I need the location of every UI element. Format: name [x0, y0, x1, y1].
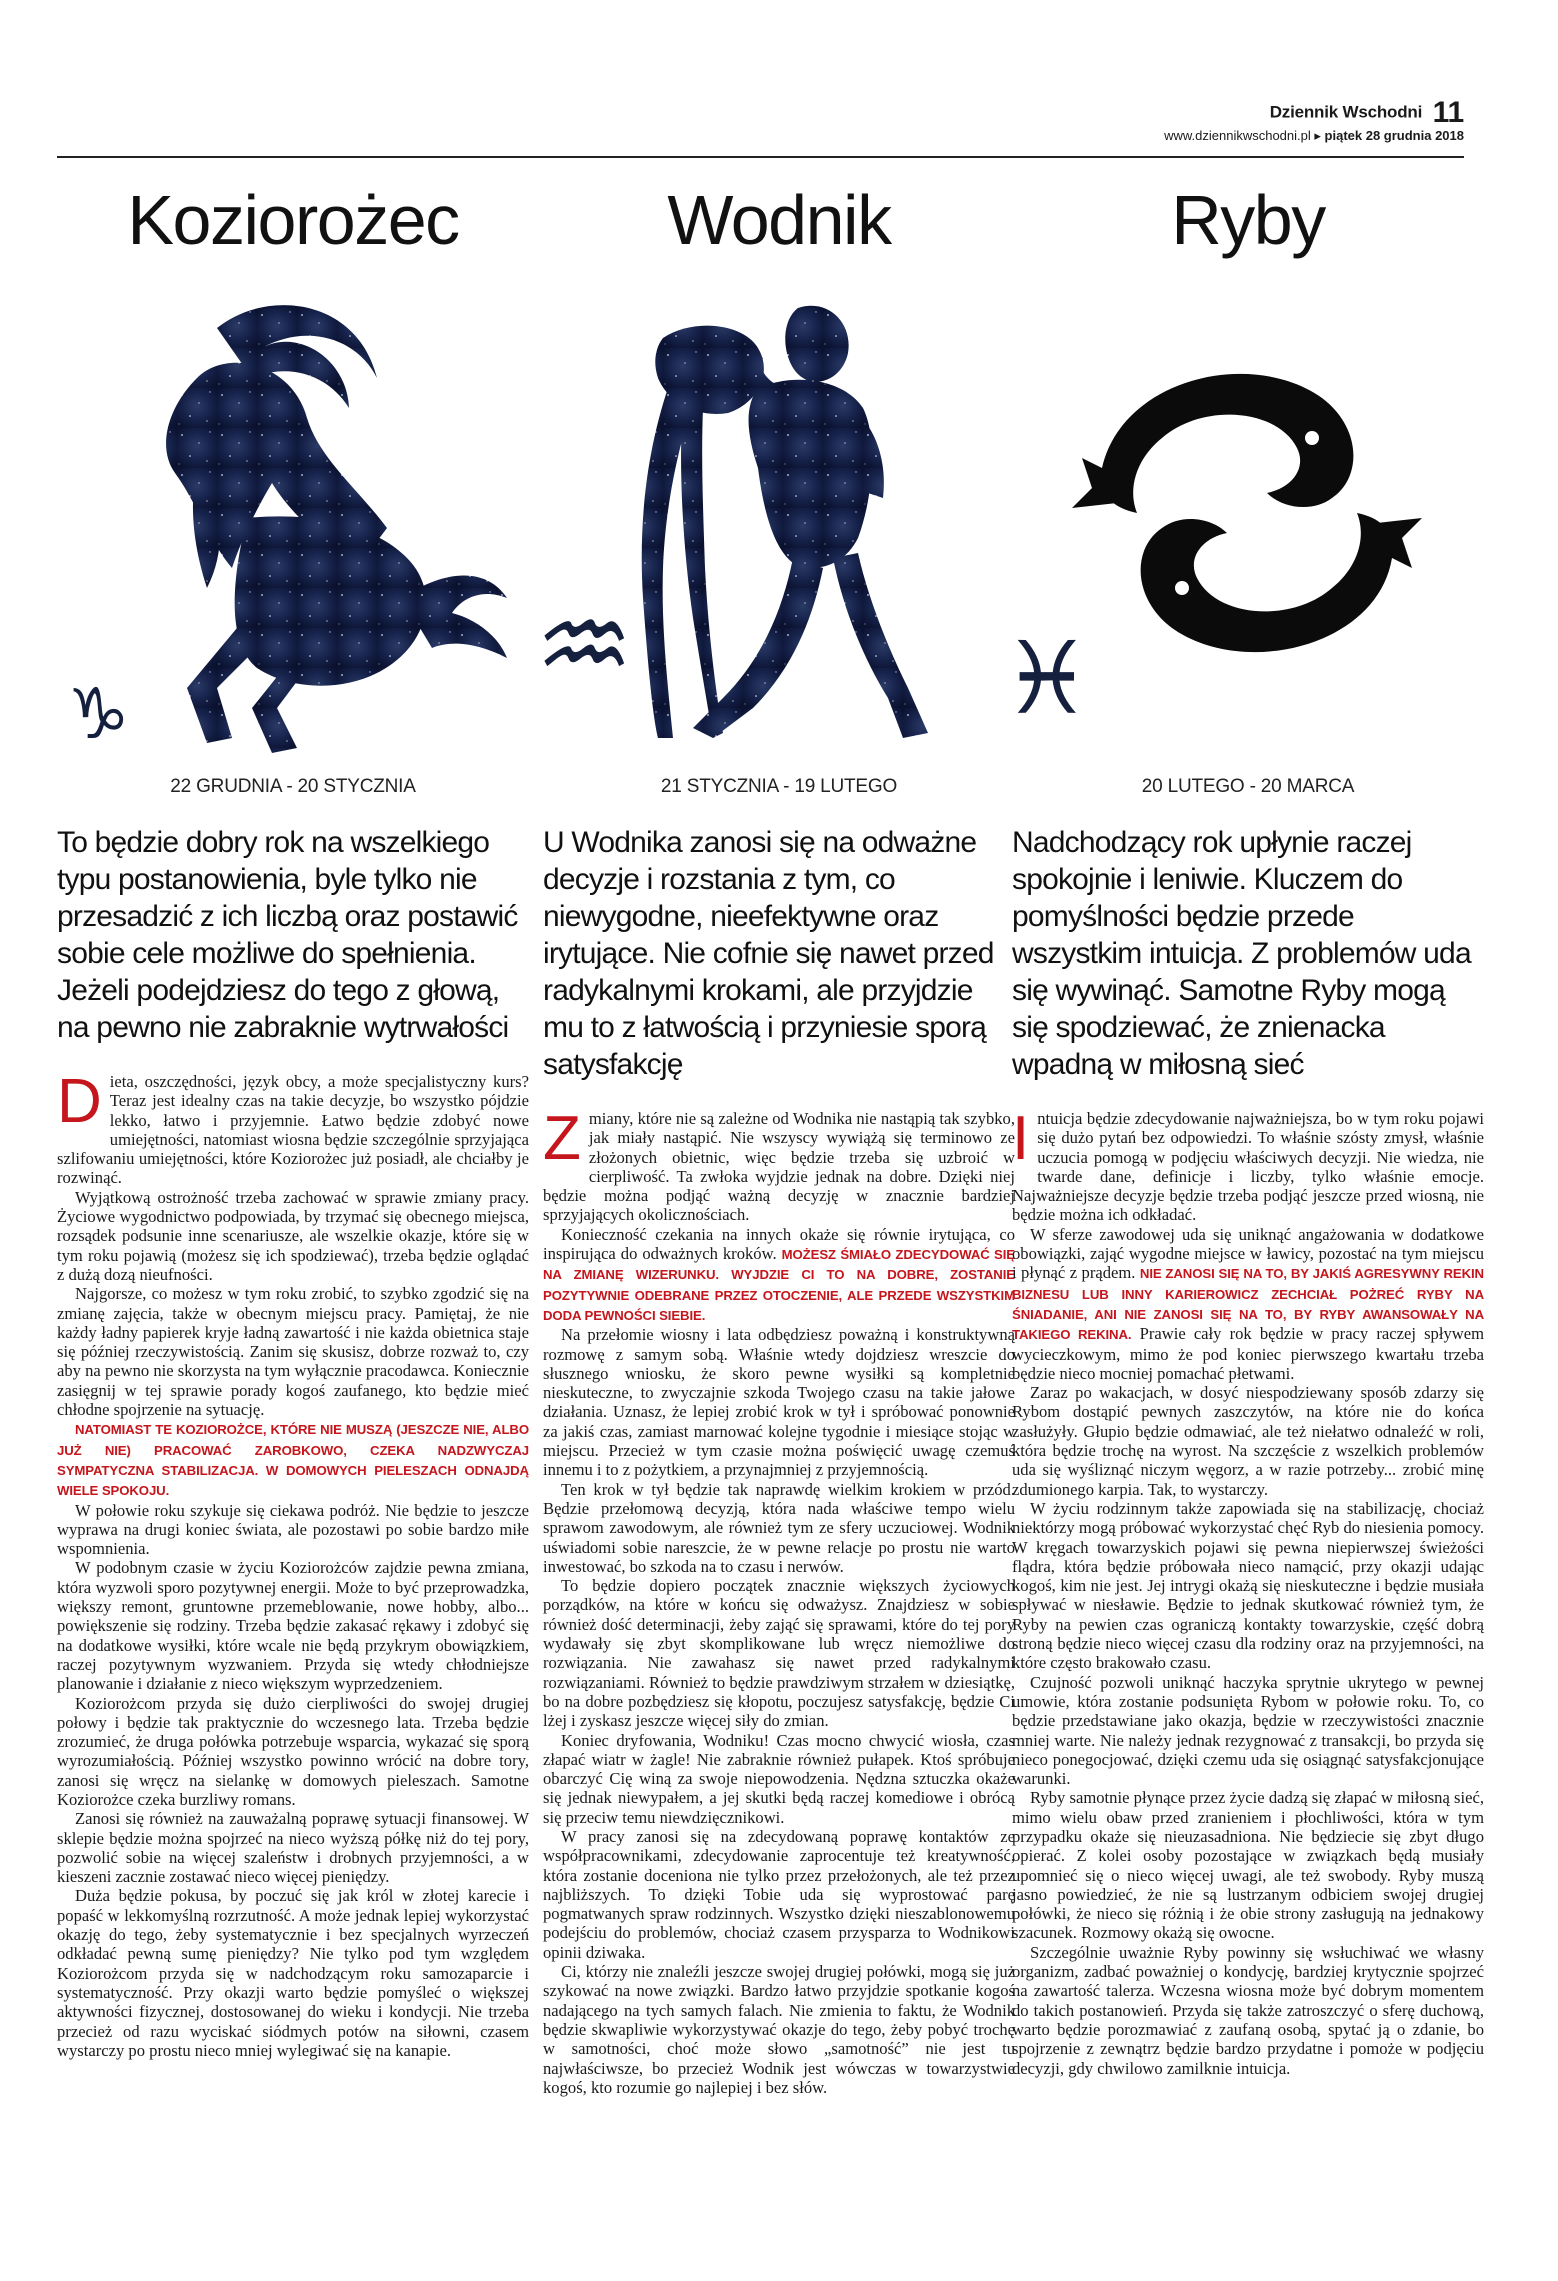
sign-dates: 20 LUTEGO - 20 MARCA — [1141, 776, 1355, 797]
paragraph: Konieczność czekania na innych okaże się równie irytująca, co inspirująca do odważnych kroków. MOŻESZ ŚMIAŁO ZDECYDOWAĆ SIĘ NA ZMIANĘ WIZERUNKU. WYJDZIE CI TO NA DOBRE, ZOSTANIE POZYTYWNIE ODEBRANE PRZEZ OTOCZENIE, ALE PRZEDE WSZYSTKIM DODA PEWNOŚCI SIEBIE. — [543, 1224, 1016, 1323]
paper-name: Dziennik Wschodni — [1269, 102, 1423, 122]
paragraph: Na przełomie wiosny i lata odbędziesz poważną i konstruktywną rozmowę z samym sobą. Właśnie wtedy dojdziesz wreszcie do słusznego wniosku, że skoro pewne wysiłki są kompletnie nieskuteczne, to zwyczajnie szkoda Twojego czasu na takie jałowe działania. Uznasz, że lepiej zrobić krok w tył i spróbować ponownie za jakiś czas, zamiast marnować kolejne tygodnie i miesiące stojąc w miejscu. Przecież w tym czasie można poświęcić uwagę czemuś innemu i to z pożytkiem, a przynajmniej z przyjemnością. — [543, 1325, 1015, 1480]
paragraph: Koziorożcom przyda się dużo cierpliwości do swojej drugiej połowy i będzie tak praktycznie do wczesnego lata. Trzeba będzie zrozumieć, że druga połówka potrzebuje wsparcia, wykazać się sporą wyrozumiałością. Później wszystko powinno wrócić na dobre tory, zanosi się wręcz na sielankę w domowych pieleszach. Samotne Koziorożce czeka burzliwy romans. — [57, 1693, 529, 1809]
article-body: Zmiany, które nie są zależne od Wodnika nie nastąpią tak szybko, jak miały nastąpić. Nie wszyscy wywiążą się terminowo ze złożonych obietnic, więc będzie trzeba się uzbroić w cierpliwość. Ta zwłoka wyjdzie jednak na dobre. Dzięki niej będzie można podjąć ważną decyzję w znacznie bardziej sprzyjających okolicznościach. Konieczność czekania na innych okaże się równie irytująca, co inspirująca do odważnych kroków. MOŻESZ ŚMIAŁO ZDECYDOWAĆ SIĘ NA ZMIANĘ WIZERUNKU. WYJDZIE CI TO NA DOBRE, ZOSTANIE POZYTYWNIE ODEBRANE PRZEZ OTOCZENIE, ALE PRZEDE WSZYSTKIM DODA PEWNOŚCI SIEBIE. Na przełomie wiosny i lata odbędziesz poważną i konstruktywną rozmowę z samym sobą. Właśnie wtedy dojdziesz wreszcie do słusznego wniosku, że skoro pewne wysiłki są kompletnie nieskuteczne, to zwyczajnie szkoda Twojego czasu na takie jałowe działania. Uznasz, że lepiej zrobić krok w tył i spróbować ponownie za jakiś czas, zamiast marnować kolejne tygodnie i miesiące stojąc w miejscu. Przecież w tym czasie można poświęcić uwagę czemuś innemu i to z pożytkiem, a przynajmniej z przyjemnością. Ten krok w tył będzie tak naprawdę wielkim krokiem w przód. Będzie przełomową decyzją, która nada właściwe tempo wielu sprawom zawodowym, ale również tym ze sfery uczuciowej. Wodnik uświadomi sobie nareszcie, że w pewne relacje po prostu nie warto inwestować, bo szkoda na to czasu i nerwów. To będzie dopiero początek znacznie większych życiowych porządków, na które w końcu się odważysz. Znajdziesz w sobie również dość determinacji, żeby zająć się sprawami, które do tej pory wydawały się zbyt skomplikowane lub wręcz niemożliwe do rozwiązania. Nie zawahasz się nawet przed radykalnymi rozwiązaniami. Również to będzie prawdziwym strzałem w dziesiątkę, bo na dobre pozbędziesz się kłopotu, poczujesz satysfakcję, będzie Ci lżej i zyskasz jeszcze więcej siły do zmian. Koniec dryfowania, Wodniku! Czas mocno chwycić wiosła, czas złapać wiatr w żagle! Nie zabraknie również pułapek. Ktoś spróbuje obarczyć Cię winą za swoje niepowodzenia. Nędzna sztuczka okaże się jednak niewypałem, a jej skutki będą raczej komediowe i obrócą się przeciw temu niewdzięcznikowi. W pracy zanosi się na zdecydowaną poprawę kontaktów ze współpracownikami, zdecydowanie zaprocentuje też kreatywność, która zostanie doceniona nie tylko przez przełożonych, ale też przez najbliższych. To dzięki Tobie uda się wyprostować parę pogmatwanych spraw rodzinnych. Wszystko dzięki nieszablonowemu podejściu do problemów, chociaż czasem przysparza to Wodnikowi opinii dziwaka. Ci, którzy nie znaleźli jeszcze swojej drugiej połówki, mogą się już szykować na nowe związki. Bardzo łatwo przyjdzie spotkanie kogoś nadającego na tych samych falach. Nie zmienia to faktu, że Wodnik będzie skwapliwie wykorzystywać okazje do tego, żeby pobyć trochę w samotności, choć może słowo „samotność” nie jest tu najwłaściwsze, bo przecież Wodnik jest wówczas w towarzystwie kogoś, kto rozumie go najlepiej i bez słów. — [543, 1104, 1016, 2097]
inline-highlight: MOŻESZ ŚMIAŁO ZDECYDOWAĆ SIĘ NA ZMIANĘ WIZERUNKU. WYJDZIE CI TO NA DOBRE, ZOSTANIE POZYTYWNIE ODEBRANE PRZEZ OTOCZENIE, ALE PRZEDE WSZYSTKIM DODA PEWNOŚCI SIEBIE. — [543, 1247, 1016, 1323]
paragraph: Wyjątkową ostrożność trzeba zachować w sprawie zmiany pracy. Życiowe wygodnictwo podpowiada, by trzymać się obecnego miejsca, rozsądek podsunie inne scenariusze, ale wszelkie okazje, które się w tym roku pojawią (możesz się ich spodziewać), trzeba będzie oglądać z dużą dozą nieufności. — [57, 1187, 529, 1284]
paragraph: Zanosi się również na zauważalną poprawę sytuacji finansowej. W sklepie będzie można spojrzeć na nieco wyższą półkę niż do tej pory, pozwolić sobie na więcej szaleństw i drobnych przyjemności, a w kieszeni zacznie zostawać nieco więcej pieniędzy. — [57, 1809, 529, 1887]
sign-title: Koziorożec — [127, 181, 459, 259]
paragraph: Czujność pozwoli uniknąć haczyka sprytnie ukrytego w pewnej umowie, która zostanie podsunięta Rybom w połowie roku. To, co będzie przedstawiane jako okazja, będzie w rzeczywistości znacznie mniej warte. Nie należy jednak rezygnować z transakcji, bo przyda się nieco ponegocjować, dzięki czemu uda się osiągnąć satysfakcjonujące warunki. — [1012, 1672, 1484, 1789]
sign-column-pisces — [1002, 160, 1484, 2078]
article-body: Intuicja będzie zdecydowanie najważniejsza, bo w tym roku pojawi się dużo pytań bez odpowiedzi. To właśnie szósty zmysł, właśnie uczucia pomogą w podjęciu właściwych decyzji. Nie wiedza, nie twarde dane, definicje i liczby, tylko właśnie emocje. Najważniejsze decyzje będzie trzeba podjąć jeszcze przed wiosną, nie będzie można ich odkładać. W sferze zawodowej uda się uniknąć angażowania w dodatkowe obowiązki, zająć wygodne miejsce w ławicy, pozostać na tym miejscu i płynąć z prądem. NIE ZANOSI SIĘ NA TO, BY JAKIŚ AGRESYWNY REKIN BIZNESU LUB INNY KARIEROWICZ ZECHCIAŁ POŻREĆ RYBY NA ŚNIADANIE, ANI NIE ZANOSI SIĘ NA TO, BY RYBY AWANSOWAŁY NA TAKIEGO REKINA. Prawie cały rok będzie w pracy raczej spływem wycieczkowym, mimo że pod koniec pierwszego kwartału trzeba będzie nieco mocniej pomachać płetwami. Zaraz po wakacjach, w dosyć niespodziewany sposób zdarzy się Rybom dostąpić pewnych zaszczytów, na które nie do końca zasłużyły. Głupio będzie odmawiać, ale też niełatwo odnaleźć w roli, która będzie trochę na wyrost. Na szczęście z wszelkich problemów uda się wyśliznąć niczym węgorz, a w razie potrzeby... zrobić minę zdumionego karpia. Tak, to wystarczy. W życiu rodzinnym także zapowiada się na stabilizację, chociaż niektórzy mogą próbować wykorzystać chęć Ryb do niesienia pomocy. W kręgach towarzyskich pojawi się pewna niepierwszej świeżości flądra, która będzie próbowała nieco namącić, przy okazji udając kogoś, kim nie jest. Jej intrygi okażą się nieskuteczne i będzie musiała spływać w niesławie. Będzie to jednak skutkować również tym, że Ryby na pewien czas ograniczą kontakty towarzyskie, część dobrą stroną będzie nieco więcej czasu dla rodziny oraz na przyjemności, na które często brakowało czasu. Czujność pozwoli uniknąć haczyka sprytnie ukrytego w pewnej umowie, która zostanie podsunięta Rybom w połowie roku. To, co będzie przedstawiane jako okazja, będzie w rzeczywistości znacznie mniej warte. Nie należy jednak rezygnować z transakcji, bo przyda się nieco ponegocjować, dzięki czemu uda się osiągnąć satysfakcjonujące warunki. Ryby samotnie płynące przez życie dadzą się złapać w miłosną sieć, mimo wielu obaw przed zranieniem i płochliwości, która w tym przypadku okaże się nieuzasadniona. Nie będziecie się zbyt długo opierać. Z kolei osoby pozostające w związkach będą musiały upomnieć się o nieco więcej uwagi, ale też swobody. Ryby muszą jasno powiedzieć, że nie są lustrzanym odbiciem swojej drugiej połówki, że nieco się różnią i że obie strony zasługują na jednakowy szacunek. Rozmowy okażą się owocne. Szczególnie uważnie Ryby powinny się wsłuchiwać we własny organizm, zadbać poważniej o kondycję, bardziej krytycznie spojrzeć na zawartość talerza. Wczesna wiosna może być dobrym momentem do takich postanowień. Przyda się także zatroszczyć o sferę duchową, warto będzie porozmawiać z zaufaną osobą, spytać ją o zdanie, bo spojrzenie z zewnątrz będzie bardzo przydatne i pomoże w podjęciu decyzji, gdy chwilowo zamilknie intuicja. — [1012, 1104, 1484, 2078]
sign-column-aquarius — [535, 160, 1016, 2097]
sign-title: Ryby — [1171, 181, 1325, 259]
paragraph: Zaraz po wakacjach, w dosyć niespodziewany sposób zdarzy się Rybom dostąpić pewnych zaszczytów, na które nie do końca zasłużyły. Głupio będzie odmawiać, ale też niełatwo odnaleźć w roli, która będzie trochę na wyrost. Na szczęście z wszelkich problemów uda się wyśliznąć niczym węgorz, a w razie potrzeby... zrobić minę zdumionego karpia. Tak, to wystarczy. — [1012, 1383, 1484, 1499]
website-link[interactable]: www.dziennikwschodni.pl — [1164, 128, 1311, 143]
capricorn-symbol-icon: ♑ — [67, 673, 130, 755]
pisces-illustration — [1002, 268, 1484, 768]
sign-title: Wodnik — [667, 181, 891, 259]
aquarius-illustration — [535, 268, 1015, 768]
drop-cap: I — [1012, 1104, 1030, 1173]
inline-highlight: NIE ZANOSI SIĘ NA TO, BY JAKIŚ AGRESYWNY REKIN BIZNESU LUB INNY KARIEROWICZ ZECHCIAŁ POŻREĆ RYBY NA ŚNIADANIE, ANI NIE ZANOSI SIĘ NA TO, BY RYBY AWANSOWAŁY NA TAKIEGO REKINA. — [1012, 1266, 1484, 1343]
paragraph: W pracy zanosi się na zdecydowaną poprawę kontaktów ze współpracownikami, zdecydowanie zaprocentuje też kreatywność, która zostanie doceniona nie tylko przez przełożonych, ale też przez najbliższych. To dzięki Tobie uda się wyprostować parę pogmatwanych spraw rodzinnych. Wszystko dzięki nieszablonowemu podejściu do problemów, chociaż czasem przysparza to Wodnikowi opinii dziwaka. — [543, 1826, 1015, 1962]
pisces-symbol-icon: ♓ — [1002, 620, 1092, 737]
paragraph: W sferze zawodowej uda się uniknąć angażowania w dodatkowe obowiązki, zająć wygodne miejsce w ławicy, pozostać na tym miejscu i płynąć z prądem. NIE ZANOSI SIĘ NA TO, BY JAKIŚ AGRESYWNY REKIN BIZNESU LUB INNY KARIEROWICZ ZECHCIAŁ POŻREĆ RYBY NA ŚNIADANIE, ANI NIE ZANOSI SIĘ NA TO, BY RYBY AWANSOWAŁY NA TAKIEGO REKINA. Prawie cały rok będzie w pracy raczej spływem wycieczkowym, mimo że pod koniec pierwszego kwartału trzeba będzie nieco mocniej pomachać płetwami. — [1012, 1224, 1484, 1383]
paragraph: Szczególnie uważnie Ryby powinny się wsłuchiwać we własny organizm, zadbać poważniej o kondycję, bardziej krytycznie spojrzeć na zawartość talerza. Wczesna wiosna może być dobrym momentem do takich postanowień. Przyda się także zatroszczyć o sferę duchową, warto będzie porozmawiać z zaufaną osobą, spytać ją o zdanie, bo spojrzenie z zewnątrz będzie bardzo przydatne i pomoże w podjęciu decyzji, gdy chwilowo zamilknie intuicja. — [1012, 1942, 1484, 2078]
paragraph: W podobnym czasie w życiu Koziorożców zajdzie pewna zmiana, która wyzwoli sporo pozytywnej energii. Może to być przeprowadzka, większy remont, gruntowne przemeblowanie, nowe hobby, albo... powiększenie się rodziny. Trzeba będzie zakasać rękawy i zdobyć się na dodatkowe wysiłki, które wcale nie będą przykrym obowiązkiem, raczej pozytywnym wyzwaniem. Przyda się wtedy chłodniejsze planowanie i działanie z nieco większym wyprzedzeniem. — [57, 1558, 529, 1694]
article-body: Dieta, oszczędności, język obcy, a może specjalistyczny kurs? Teraz jest idealny czas na takie decyzje, bo wszystko pójdzie lekko, łatwo i przyjemnie. Łatwo będzie zdobyć nowe umiejętności, natomiast wiosna będzie szczególnie sprzyjająca szlifowaniu umiejętności, które Koziorożec już posiadł, ale chciałby je rozwinąć. Wyjątkową ostrożność trzeba zachować w sprawie zmiany pracy. Życiowe wygodnictwo podpowiada, by trzymać się obecnego miejsca, rozsądek podsunie inne scenariusze, ale wszelkie okazje, które się w tym roku pojawią (możesz się ich spodziewać), trzeba będzie oglądać z dużą dozą nieufności. Najgorsze, co możesz w tym roku zrobić, to szybko zgodzić się na zmianę zajęcia, także w obecnym miejscu pracy. Pamiętaj, że nie każdy ładny papierek kryje ładną zawartość i nie każda obietnica staje się później rzeczywistością. Zanim się skusisz, dobrze rozważ to, czy aby na pewno nie skorzysta na tym wyłącznie pracodawca. Koniecznie zasięgnij w tej sprawie porady kogoś zaufanego, kto będzie mieć chłodne spojrzenie na sytuację. NATOMIAST TE KOZIOROŻCE, KTÓRE NIE MUSZĄ (JESZCZE NIE, ALBO JUŻ NIE) PRACOWAĆ ZAROBKOWO, CZEKA NADZWYCZAJ SYMPATYCZNA STABILIZACJA. W DOMOWYCH PIELESZACH ODNAJDĄ WIELE SPOKOJU. W połowie roku szykuje się ciekawa podróż. Nie będzie to jeszcze wyprawa na drugi koniec świata, ale pozostawi po sobie bardzo miłe wspomnienia. W podobnym czasie w życiu Koziorożców zajdzie pewna zmiana, która wyzwoli sporo pozytywnej energii. Może to być przeprowadzka, większy remont, gruntowne przemeblowanie, nowe hobby, albo... powiększenie się rodziny. Trzeba będzie zakasać rękawy i zdobyć się na dodatkowe wysiłki, które wcale nie będą przykrym obowiązkiem, raczej pozytywnym wyzwaniem. Przyda się wtedy chłodniejsze planowanie i działanie z nieco większym wyprzedzeniem. Koziorożcom przyda się dużo cierpliwości do swojej drugiej połowy i będzie tak praktycznie do wczesnego lata. Trzeba będzie zrozumieć, że druga połówka potrzebuje wsparcia, wykazać się sporą wyrozumiałością. Później wszystko powinno wrócić na dobre tory, zanosi się wręcz na sielankę w domowych pieleszach. Samotne Koziorożce czeka burzliwy romans. Zanosi się również na zauważalną poprawę sytuacji finansowej. W sklepie będzie można spojrzeć na nieco wyższą półkę niż do tej pory, pozwolić sobie na więcej szaleństw i drobnych przyjemności, a w kieszeni zacznie zostawać nieco więcej pieniędzy. Duża będzie pokusa, by poczuć się jak król w złotej karecie i popaść w lekkomyślną rozrzutność. A może jednak lepiej wykorzystać okazję do tego, żeby systematycznie i bez specjalnych wyrzeczeń odkładać pewną sumę pieniędzy? Nie tylko pod tym względem Koziorożcom przyda się w nadchodzącym roku samozaparcie i systematyczność. Przy okazji warto będzie pomyśleć o większej aktywności fizycznej, dostosowanej do wieku i kondycji. Nie trzeba przecież od razu wyciskać siódmych potów na siłowni, czasem wystarczy po prostu nieco mniej wylegiwać się na kanapie. — [57, 1067, 529, 2060]
paragraph: Ci, którzy nie znaleźli jeszcze swojej drugiej połówki, mogą się już szykować na nowe związki. Bardzo łatwo przyjdzie spotkanie kogoś nadającego na tych samych falach. Nie zmienia to faktu, że Wodnik będzie skwapliwie wykorzystywać okazje do tego, żeby pobyć trochę w samotności, choć może słowo „samotność” nie jest tu najwłaściwsze, bo przecież Wodnik jest wówczas w towarzystwie kogoś, kto rozumie go najlepiej i bez słów. — [543, 1962, 1015, 2097]
paragraph: Ryby samotnie płynące przez życie dadzą się złapać w miłosną sieć, mimo wielu obaw przed zranieniem i płochliwości, która w tym przypadku okaże się nieuzasadniona. Nie będziecie się zbyt długo opierać. Z kolei osoby pozostające w związkach będą musiały upomnieć się o nieco więcej uwagi, ale też swobody. Ryby muszą jasno powiedzieć, że nie są lustrzanym odbiciem swojej drugiej połówki, że nieco się różnią i że obie strony zasługują na jednakowy szacunek. Rozmowy okażą się owocne. — [1012, 1788, 1484, 1943]
sign-lead: U Wodnika zanosi się na odważne decyzje i rozstania z tym, co niewygodne, nieefektywne oraz irytujące. Nie cofnie się nawet przed radykalnymi krokami, ale przyjdzie mu to z łatwością i przyniesie sporą satysfakcję — [543, 826, 994, 1081]
paragraph: To będzie dopiero początek znacznie większych życiowych porządków, na które w końcu się odważysz. Znajdziesz w sobie również dość determinacji, żeby zająć się sprawami, które do tej pory wydawały się zbyt skomplikowane lub wręcz niemożliwe do rozwiązania. Nie zawahasz się nawet przed radykalnymi rozwiązaniami. Również to będzie prawdziwym strzałem w dziesiątkę, bo na dobre pozbędziesz się kłopotu, poczujesz satysfakcję, będzie Ci lżej i zyskasz jeszcze więcej siły do zmian. — [543, 1576, 1015, 1731]
capricorn-illustration — [57, 268, 529, 768]
page-number: 11 — [1432, 96, 1464, 129]
paragraph: W życiu rodzinnym także zapowiada się na stabilizację, chociaż niektórzy mogą próbować wykorzystać chęć Ryb do niesienia pomocy. W kręgach towarzyskich pojawi się pewna niepierwszej świeżości flądra, która będzie próbowała nieco namącić, przy okazji udając kogoś, kim nie jest. Jej intrygi okażą się nieskuteczne i będzie musiała spływać w niesławie. Będzie to jednak skutkować również tym, że Ryby na pewien czas ograniczą kontakty towarzyskie, część dobrą stroną będzie nieco więcej czasu dla rodziny oraz na przyjemności, na które często brakowało czasu. — [1012, 1498, 1484, 1673]
sign-column-capricorn — [57, 160, 529, 2060]
sign-dates: 22 GRUDNIA - 20 STYCZNIA — [170, 776, 416, 797]
masthead — [1164, 96, 1464, 144]
drop-cap: Z — [543, 1104, 581, 1173]
sign-dates: 21 STYCZNIA - 19 LUTEGO — [660, 776, 898, 797]
drop-cap: D — [57, 1067, 102, 1136]
paragraph: Duża będzie pokusa, by poczuć się jak król w złotej karecie i popaść w lekkomyślną rozrzutność. A może jednak lepiej wykorzystać okazję do tego, żeby systematycznie i bez specjalnych wyrzeczeń odkładać pewną sumę pieniędzy? Nie tylko pod tym względem Koziorożcom przyda się w nadchodzącym roku samozaparcie i systematyczność. Przy okazji warto będzie pomyśleć o większej aktywności fizycznej, dostosowanej do wieku i kondycji. Nie trzeba przecież od razu wyciskać siódmych potów na siłowni, czasem wystarczy po prostu nieco mniej wylegiwać się na kanapie. — [57, 1886, 529, 2060]
paragraph: Najgorsze, co możesz w tym roku zrobić, to szybko zgodzić się na zmianę zajęcia, także w obecnym miejscu pracy. Pamiętaj, że nie każdy ładny papierek kryje ładną zawartość i nie każda obietnica staje się później rzeczywistością. Zanim się skusisz, dobrze rozważ to, czy aby na pewno nie skorzysta na tym wyłącznie pracodawca. Koniecznie zasięgnij w tej sprawie porady kogoś zaufanego, kto będzie mieć chłodne spojrzenie na sytuację. — [57, 1284, 529, 1420]
paragraph: Ten krok w tył będzie tak naprawdę wielkim krokiem w przód. Będzie przełomową decyzją, która nada właściwe tempo wielu sprawom zawodowym, ale również tym ze sfery uczuciowej. Wodnik uświadomi sobie nareszcie, że w pewne relacje po prostu nie warto inwestować, bo szkoda na to czasu i nerwów. — [543, 1479, 1015, 1576]
issue-date: piątek 28 grudnia 2018 — [1324, 128, 1464, 143]
aquarius-symbol-icon: ♒ — [535, 581, 634, 709]
highlight-paragraph: NATOMIAST TE KOZIOROŻCE, KTÓRE NIE MUSZĄ (JESZCZE NIE, ALBO JUŻ NIE) PRACOWAĆ ZAROBKOWO, CZEKA NADZWYCZAJ SYMPATYCZNA STABILIZACJA. W DOMOWYCH PIELESZACH ODNAJDĄ WIELE SPOKOJU. — [57, 1422, 529, 1499]
paragraph: W połowie roku szykuje się ciekawa podróż. Nie będzie to jeszcze wyprawa na drugi koniec świata, ale pozostawi po sobie bardzo miłe wspomnienia. — [57, 1500, 529, 1559]
paragraph: Koniec dryfowania, Wodniku! Czas mocno chwycić wiosła, czas złapać wiatr w żagle! Nie zabraknie również pułapek. Ktoś spróbuje obarczyć Cię winą za swoje niepowodzenia. Nędzna sztuczka okaże się jednak niewypałem, a jej skutki będą raczej komediowe i obrócą się przeciw temu niewdzięcznikowi. — [543, 1730, 1015, 1827]
sign-lead: To będzie dobry rok na wszelkiego typu postanowienia, byle tylko nie przesadzić z ich liczbą oraz postawić sobie cele możliwe do spełnienia. Jeżeli podejdziesz do tego z głową, na pewno nie zabraknie wytrwałości — [57, 826, 518, 1044]
header-rule — [57, 156, 1464, 158]
sign-lead: Nadchodzący rok upłynie raczej spokojnie i leniwie. Kluczem do pomyślności będzie przede wszystkim intuicja. Z problemów uda się wywinąć. Samotne Ryby mogą się spodziewać, że znienacka wpadną w miłosną sieć — [1012, 826, 1471, 1081]
date-separator: ▸ — [1314, 128, 1321, 143]
